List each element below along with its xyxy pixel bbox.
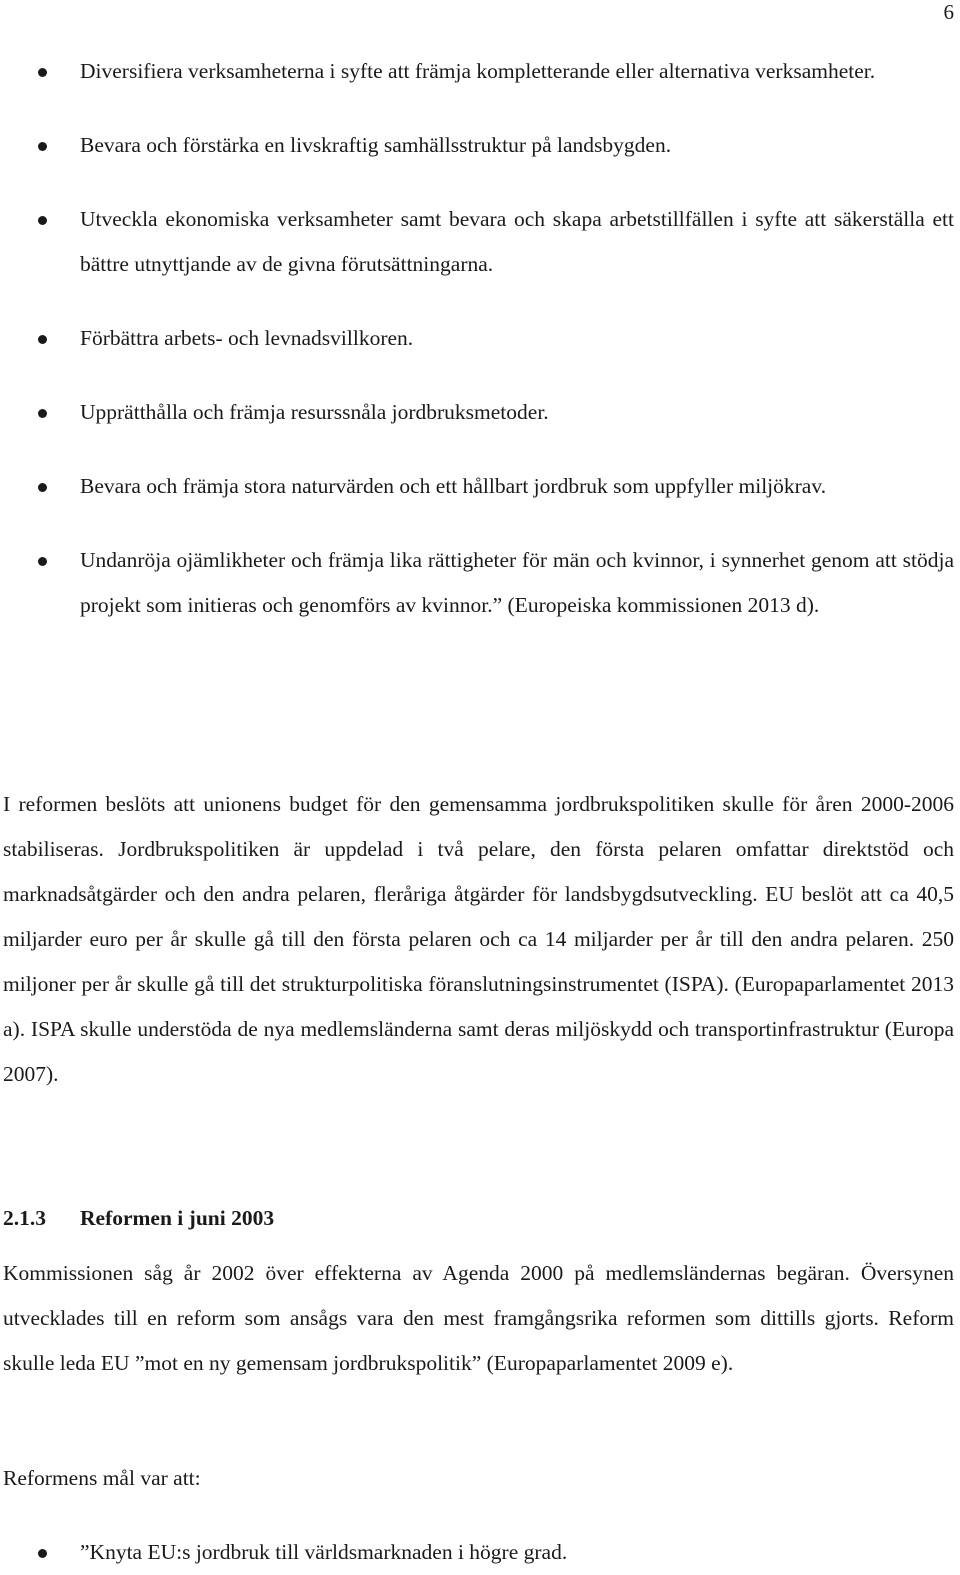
bullet-icon: [38, 1549, 47, 1558]
aims-list: [0, 1530, 960, 1575]
body-paragraph: Kommissionen såg år 2002 över effekterna av Agenda 2000 på medlemsländernas begäran. Översynen utvecklades till en reform som ansågs vara den mest framgångsrika reformen som dittills gjorts. Reform skulle leda EU ”mot en ny gemensam jordbrukspolitik” (Europaparlamentet 2009 e).: [3, 1261, 954, 1375]
list-item: Förbättra arbets- och levnadsvillkoren.: [0, 316, 960, 361]
bullet-icon: [38, 409, 47, 418]
body-paragraph: I reformen beslöts att unionens budget för den gemensamma jordbrukspolitiken skulle för åren 2000-2006 stabiliseras. Jordbrukspolitiken är uppdelad i två pelare, den första pelaren omfattar direktstöd och marknadsåtgärder och den andra pelaren, fleråriga åtgärder för landsbygdsutveckling. EU beslöt att ca 40,5 miljarder euro per år skulle gå till den första pelaren och ca 14 miljarder per år till den andra pelaren. 250 miljoner per år skulle gå till det strukturpolitiska föranslutningsinstrumentet (ISPA). (Europaparlamentet 2013 a). ISPA skulle understöda de nya medlemsländerna samt deras miljöskydd och transportinfrastruktur (Europa 2007).: [3, 792, 954, 1086]
goals-list: [0, 49, 960, 628]
list-item: Utveckla ekonomiska verksamheter samt bevara och skapa arbetstillfällen i syfte att säkerställa ett bättre utnyttjande av de givna förutsättningarna.: [0, 197, 960, 287]
list-item: Bevara och förstärka en livskraftig samhällsstruktur på landsbygden.: [0, 123, 960, 168]
bullet-icon: [38, 557, 47, 566]
page-number: 6: [943, 0, 954, 24]
list-item: Diversifiera verksamheterna i syfte att främja kompletterande eller alternativa verksamheter.: [0, 49, 960, 94]
bullet-icon: [38, 335, 47, 344]
bullet-icon: [38, 216, 47, 225]
bullet-icon: [38, 483, 47, 492]
body-paragraph: Reformens mål var att:: [3, 1466, 201, 1490]
list-item: Upprätthålla och främja resurssnåla jordbruksmetoder.: [0, 390, 960, 435]
section-title: Reformen i juni 2003: [80, 1206, 275, 1230]
list-item: ”Knyta EU:s jordbruk till världsmarknaden i högre grad.: [0, 1530, 960, 1575]
bullet-icon: [38, 142, 47, 151]
list-item: Bevara och främja stora naturvärden och ett hållbart jordbruk som uppfyller miljökrav.: [0, 464, 960, 509]
bullet-icon: [38, 68, 47, 77]
section-number: 2.1.3: [3, 1206, 46, 1230]
section-heading: [3, 1196, 274, 1240]
list-item: Undanröja ojämlikheter och främja lika rättigheter för män och kvinnor, i synnerhet genom att stödja projekt som initieras och genomförs av kvinnor.” (Europeiska kommissionen 2013 d).: [0, 538, 960, 628]
